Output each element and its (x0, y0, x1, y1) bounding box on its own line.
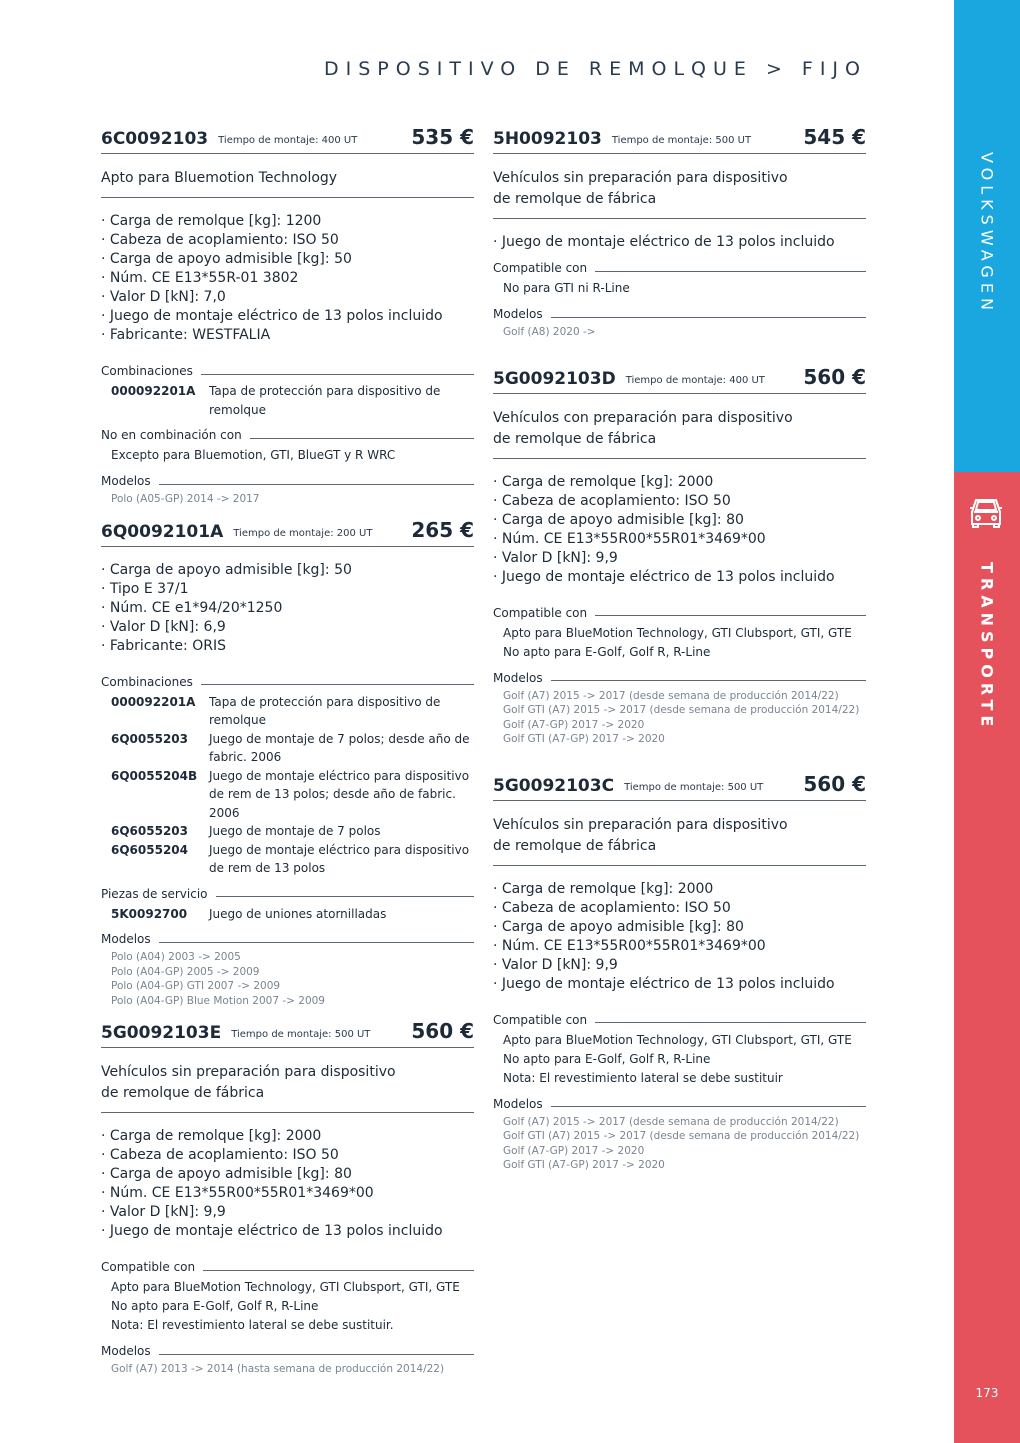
spec-list (493, 866, 866, 994)
spec-item: · Valor D [kN]: 6,9 (101, 618, 226, 635)
mounting-time: Tiempo de montaje: 500 UT (231, 1029, 371, 1040)
spec-item: · Núm. CE E13*55R00*55R01*3469*00 (493, 937, 766, 954)
description-line: Vehículos sin preparación para dispositivo (101, 1064, 396, 1080)
spec-list (101, 198, 474, 345)
product-code: 5G0092103C (493, 775, 615, 796)
spec-item: · Carga de remolque [kg]: 2000 (493, 473, 714, 490)
models-heading: Modelos (493, 670, 866, 686)
models-heading: Modelos (493, 1096, 866, 1112)
mounting-time: Tiempo de montaje: 500 UT (611, 135, 752, 146)
page-title: DISPOSITIVO DE REMOLQUE > FIJO (323, 58, 867, 80)
compatible-text: Apto para BlueMotion Technology, GTI Clubsport, GTI, GTE No apto para E-Golf, Golf R, R-Line (503, 625, 852, 659)
spec-item: · Valor D [kN]: 9,9 (493, 549, 618, 566)
not-combinable-heading: No en combinación con (101, 427, 474, 443)
description-line: de remolque de fábrica (493, 430, 657, 447)
description-line: de remolque de fábrica (101, 1085, 265, 1101)
product-code: 5G0092103D (493, 368, 616, 389)
spec-item: · Carga de apoyo admisible [kg]: 50 (101, 251, 352, 267)
product-code: 5H0092103 (493, 129, 602, 149)
spec-item: · Carga de remolque [kg]: 1200 (101, 213, 322, 229)
product-header (101, 517, 474, 547)
spec-list (101, 1113, 474, 1241)
spec-item: · Juego de montaje eléctrico de 13 polos incluido (493, 975, 835, 992)
spec-item: · Fabricante: ORIS (101, 637, 226, 654)
combinations-heading: Combinaciones (101, 363, 474, 379)
product-description (493, 154, 866, 219)
product-header (493, 364, 866, 394)
product-price: 545 € (803, 125, 866, 149)
models-heading: Modelos (101, 473, 474, 489)
description-line: Apto para Bluemotion Technology (101, 170, 338, 186)
spec-item: · Fabricante: WESTFALIA (101, 327, 271, 343)
product-header (493, 124, 866, 154)
spec-list (493, 459, 866, 587)
compatible-text: Apto para BlueMotion Technology, GTI Clubsport, GTI, GTE No apto para E-Golf, Golf R, R-Line Nota: El revestimiento lateral se debe sustituir. (111, 1280, 460, 1332)
combination-row: 000092201A Tapa de protección para dispositivo de remolque (111, 384, 441, 417)
spec-item: · Juego de montaje eléctrico de 13 polos incluido (493, 568, 835, 585)
product-code: 5G0092103E (101, 1023, 222, 1043)
product-description (493, 394, 866, 459)
product-price: 265 € (411, 517, 474, 542)
combinations-heading: Combinaciones (101, 674, 474, 690)
product-header (101, 1018, 474, 1048)
spec-item: · Valor D [kN]: 7,0 (101, 289, 226, 305)
mounting-time: Tiempo de montaje: 200 UT (233, 527, 373, 539)
spec-item: · Carga de apoyo admisible [kg]: 80 (493, 918, 744, 935)
compatible-heading: Compatible con (101, 1259, 474, 1275)
product-description (493, 801, 866, 866)
models-list: Polo (A05-GP) 2014 -> 2017 (111, 493, 260, 505)
spec-item: · Cabeza de acoplamiento: ISO 50 (493, 492, 731, 509)
spec-item: · Núm. CE E13*55R-01 3802 (101, 270, 299, 286)
spec-item: · Valor D [kN]: 9,9 (101, 1204, 226, 1220)
spec-item: · Carga de apoyo admisible [kg]: 50 (101, 561, 352, 578)
product-6C0092103 (101, 124, 474, 507)
spec-item: · Cabeza de acoplamiento: ISO 50 (101, 1147, 339, 1163)
product-header (493, 771, 866, 801)
compatible-heading: Compatible con (493, 1012, 866, 1028)
spec-list (493, 219, 866, 252)
spec-item: · Cabeza de acoplamiento: ISO 50 (493, 899, 731, 916)
description-line: Vehículos sin preparación para dispositivo (493, 170, 788, 186)
compatible-heading: Compatible con (493, 260, 866, 276)
models-list: Golf (A7) 2015 -> 2017 (desde semana de producción 2014/22) Golf GTI (A7) 2015 -> 2017 (desde semana de producción 2014/22) Golf (A7-GP) 2017 -> 2020 Golf GTI (A7-GP) 2017 -> 2020 (503, 689, 860, 745)
models-list: Golf (A7) 2013 -> 2014 (hasta semana de producción 2014/22) (111, 1363, 445, 1375)
product-description (101, 154, 474, 198)
product-5G0092103E (101, 1018, 474, 1377)
right-column (493, 124, 866, 1183)
spec-item: · Núm. CE e1*94/20*1250 (101, 599, 283, 616)
models-list: Golf (A7) 2015 -> 2017 (desde semana de producción 2014/22) Golf GTI (A7) 2015 -> 2017 (desde semana de producción 2014/22) Golf (A7-GP) 2017 -> 2020 Golf GTI (A7-GP) 2017 -> 2020 (503, 1115, 860, 1171)
models-list: Polo (A04) 2003 -> 2005 Polo (A04-GP) 2005 -> 2009 Polo (A04-GP) GTI 2007 -> 2009 Polo (A04-GP) Blue Motion 2007 -> 2009 (111, 951, 325, 1007)
models-heading: Modelos (101, 1343, 474, 1359)
spec-item: · Juego de montaje eléctrico de 13 polos incluido (101, 1223, 443, 1239)
product-code: 6C0092103 (101, 129, 209, 149)
service-parts-heading: Piezas de servicio (101, 886, 474, 902)
spec-item: · Carga de remolque [kg]: 2000 (493, 880, 714, 897)
spec-item: · Carga de apoyo admisible [kg]: 80 (493, 511, 744, 528)
product-description (101, 1048, 474, 1113)
combination-row: 6Q0055203 Juego de montaje de 7 polos; desde año de fabric. 2006 (111, 731, 470, 764)
sidebar-section-label: TRANSPORTE (977, 562, 997, 732)
spec-item: · Carga de remolque [kg]: 2000 (101, 1128, 322, 1144)
spec-list (101, 547, 474, 656)
product-price: 560 € (803, 771, 866, 796)
mounting-time: Tiempo de montaje: 500 UT (624, 781, 764, 793)
mounting-time: Tiempo de montaje: 400 UT (218, 135, 358, 146)
spec-item: · Núm. CE E13*55R00*55R01*3469*00 (101, 1185, 374, 1201)
combination-row: 6Q6055203 Juego de montaje de 7 polos (111, 824, 381, 838)
left-column (101, 124, 474, 1387)
spec-item: · Juego de montaje eléctrico de 13 polos incluido (101, 308, 443, 324)
sidebar-brand-label: VOLKSWAGEN (977, 152, 997, 315)
product-5G0092103C (493, 771, 866, 1173)
product-5H0092103 (493, 124, 866, 340)
combination-row: 000092201A Tapa de protección para dispositivo de remolque (111, 694, 441, 727)
compatible-text: Apto para BlueMotion Technology, GTI Clubsport, GTI, GTE No apto para E-Golf, Golf R, R-Line Nota: El revestimiento lateral se debe sustituir (503, 1032, 852, 1085)
models-heading: Modelos (101, 931, 474, 947)
spec-item: · Cabeza de acoplamiento: ISO 50 (101, 232, 339, 248)
page-number: 173 (975, 1386, 999, 1400)
spec-item: · Tipo E 37/1 (101, 580, 189, 597)
product-5G0092103D (493, 364, 866, 747)
spec-item: · Carga de apoyo admisible [kg]: 80 (101, 1166, 352, 1182)
description-line: Vehículos con preparación para dispositivo (493, 409, 793, 426)
combination-row: 6Q0055204B Juego de montaje eléctrico para dispositivo de rem de 13 polos; desde año de fabric. 2006 (111, 768, 470, 820)
product-6Q0092101A (101, 517, 474, 1009)
service-part-row: 5K0092700 Juego de uniones atornilladas (111, 906, 387, 921)
product-header (101, 124, 474, 154)
description-line: Vehículos sin preparación para dispositivo (493, 816, 788, 833)
product-price: 560 € (411, 1019, 474, 1043)
not-combinable-text: Excepto para Bluemotion, GTI, BlueGT y R WRC (111, 448, 396, 462)
description-line: de remolque de fábrica (493, 837, 657, 854)
compatible-heading: Compatible con (493, 605, 866, 621)
van-icon (966, 492, 1006, 532)
spec-item: · Valor D [kN]: 9,9 (493, 956, 618, 973)
product-price: 535 € (411, 125, 474, 149)
mounting-time: Tiempo de montaje: 400 UT (625, 374, 765, 386)
spec-item: · Núm. CE E13*55R00*55R01*3469*00 (493, 530, 766, 547)
models-list: Golf (A8) 2020 -> (503, 326, 596, 338)
models-heading: Modelos (493, 306, 866, 322)
combination-row: 6Q6055204 Juego de montaje eléctrico para dispositivo de rem de 13 polos (111, 842, 470, 875)
compatible-text: No para GTI ni R-Line (503, 281, 630, 295)
spec-item: · Juego de montaje eléctrico de 13 polos incluido (493, 234, 835, 250)
product-code: 6Q0092101A (101, 521, 224, 542)
description-line: de remolque de fábrica (493, 191, 657, 207)
product-price: 560 € (803, 364, 866, 389)
